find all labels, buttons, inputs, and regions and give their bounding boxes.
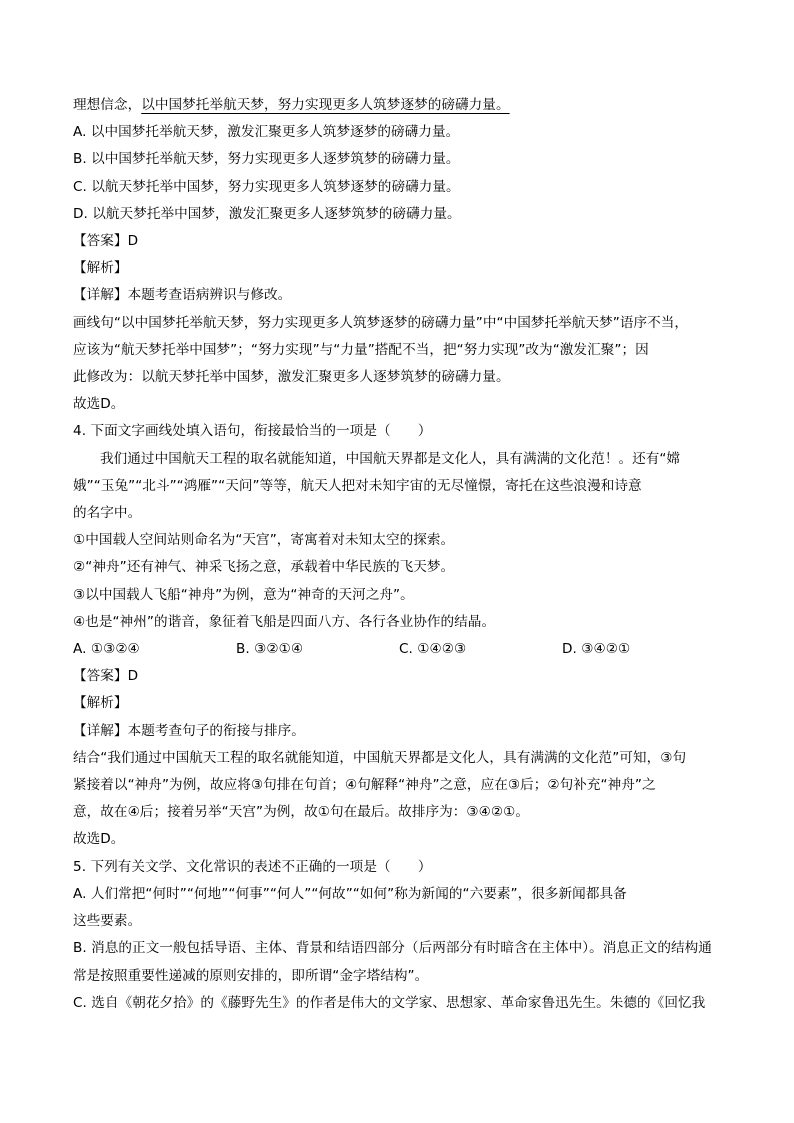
q3-detail-line: 【详解】本题考查语病辨识与修改。	[73, 287, 292, 304]
q4-answer: 【答案】D	[73, 668, 139, 685]
q5-stem: 5. 下列有关文学、文化常识的表述不正确的一项是（ ）	[73, 858, 432, 875]
q4-detail-line: 意，故在④后；接着另举“天宫”为例，故①句在最后。故排序为：③④②①。	[73, 804, 529, 821]
q3-sentence-prefix: 理想信念，	[73, 97, 142, 113]
q4-options-row	[73, 636, 725, 663]
q4-passage-line: 娥”“玉兔”“北斗”“鸿雁”“天问”等等，航天人把对未知宇宙的无尽憧憬，寄托在这些浪漫和诗意	[73, 477, 642, 494]
q5-line: C. 选自《朝花夕拾》的《藤野先生》的作者是伟大的文学家、思想家、革命家鲁迅先生。朱德的《回忆我	[73, 994, 706, 1011]
q4-stem: 4. 下面文字画线处填入语句，衔接最恰当的一项是（ ）	[73, 423, 432, 440]
q3-option-a: A. 以中国梦托举航天梦，激发汇聚更多人筑梦逐梦的磅礴力量。	[73, 124, 460, 141]
q3-option-c: C. 以航天梦托举中国梦，努力实现更多人筑梦逐梦的磅礴力量。	[73, 178, 460, 195]
q4-passage-line: 我们通过中国航天工程的取名就能知道，中国航天界都是文化人，具有满满的文化范！。还有“嫦	[100, 450, 681, 467]
q3-detail-line: 故选D。	[73, 396, 125, 413]
q4-sentence-3: ③以中国载人飞船“神舟”为例，意为“神奇的天河之舟”。	[73, 586, 414, 603]
q4-detail-line: 【详解】本题考查句子的衔接与排序。	[73, 722, 305, 739]
q4-analysis-label: 【解析】	[73, 695, 128, 712]
q5-line: B. 消息的正文一般包括导语、主体、背景和结语四部分（后两部分有时暗含在主体中）。消息正文的结构通	[73, 940, 712, 957]
q4-sentence-2: ②“神舟”还有神气、神采飞扬之意，承载着中华民族的飞天梦。	[73, 559, 455, 576]
q4-passage-line: 的名字中。	[73, 505, 142, 522]
q4-option-d: D. ③④②①	[562, 641, 631, 658]
q4-option-a: A. ①③②④	[73, 641, 140, 658]
q3-option-d: D. 以航天梦托举中国梦，激发汇聚更多人逐梦筑梦的磅礴力量。	[73, 205, 461, 222]
q5-line: 这些要素。	[73, 913, 142, 930]
q4-sentence-1: ①中国载人空间站则命名为“天宫”，寄寓着对未知太空的探索。	[73, 532, 455, 549]
q4-sentence-4: ④也是“神州”的谐音，象征着飞船是四面八方、各行各业协作的结晶。	[73, 613, 496, 630]
q5-line: 常是按照重要性递减的原则安排的，即所谓“金字塔结构”。	[73, 967, 429, 984]
q4-option-b: B. ③②①④	[236, 641, 304, 658]
q3-underlined-sentence: 以中国梦托举航天梦，努力实现更多人筑梦逐梦的磅礴力量。	[141, 97, 510, 113]
q5-line: A. 人们常把“何时”“何地”“何事”“何人”“何故”“如何”称为新闻的“六要素”，很多新闻都具备	[73, 885, 627, 902]
document-page	[73, 92, 725, 1017]
q3-sentence-tail	[73, 92, 725, 119]
q3-analysis-label: 【解析】	[73, 260, 128, 277]
q3-detail-line: 应该为“航天梦托举中国梦”；“努力实现”与“力量”搭配不当，把“努力实现”改为“激发汇聚”；因	[73, 341, 649, 358]
q3-option-b: B. 以中国梦托举航天梦，努力实现更多人逐梦筑梦的磅礴力量。	[73, 151, 460, 168]
q4-option-c: C. ①④②③	[399, 641, 467, 658]
q4-detail-line: 故选D。	[73, 831, 125, 848]
q3-detail-line: 此修改为：以航天梦托举中国梦，激发汇聚更多人逐梦筑梦的磅礴力量。	[73, 369, 510, 386]
q3-detail-line: 画线句“以中国梦托举航天梦，努力实现更多人筑梦逐梦的磅礴力量”中“中国梦托举航天梦”语序不当，	[73, 314, 689, 331]
q4-detail-line: 紧接着以“神舟”为例，故应将③句排在句首；④句解释“神舟”之意，应在③后；②句补充“神舟”之	[73, 777, 656, 794]
q4-detail-line: 结合“我们通过中国航天工程的取名就能知道，中国航天界都是文化人，具有满满的文化范”可知，③句	[73, 749, 687, 766]
q3-answer: 【答案】D	[73, 233, 139, 250]
